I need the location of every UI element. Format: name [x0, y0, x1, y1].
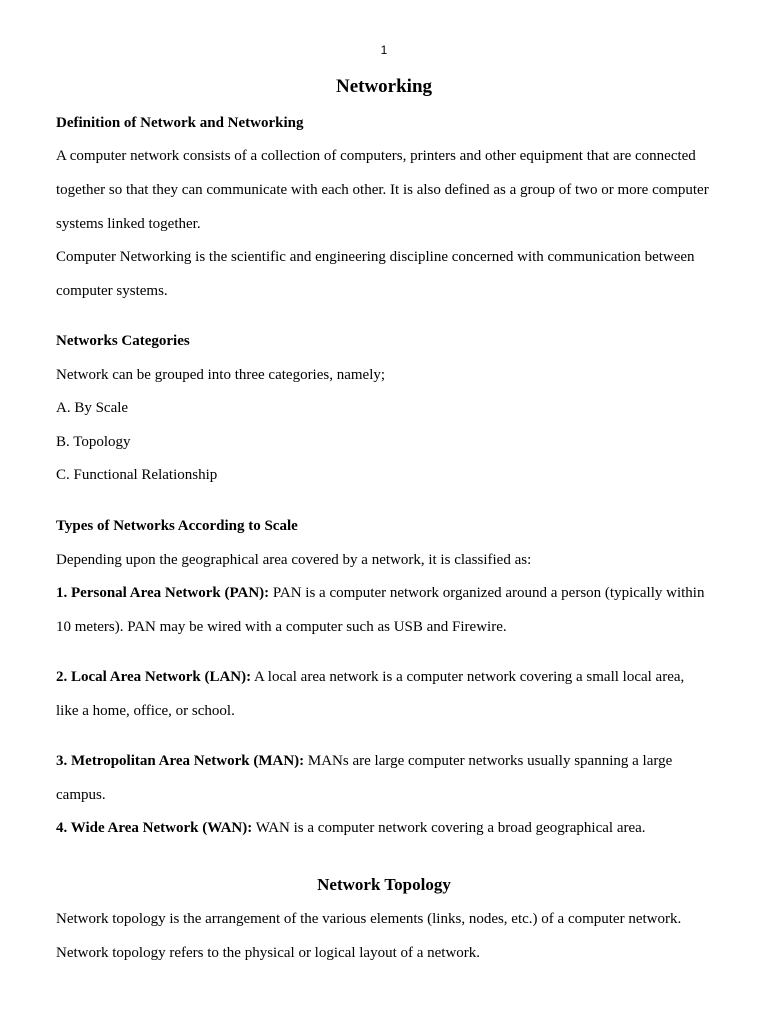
term: 3. Metropolitan Area Network (MAN):	[56, 753, 305, 769]
scale-heading: Types of Networks According to Scale	[56, 518, 298, 534]
paragraph-line: Network topology is the arrangement of the various elements (links, nodes, etc.) of a computer network.	[56, 911, 682, 927]
categories-heading: Networks Categories	[56, 333, 190, 349]
paragraph-line: together so that they can communicate with each other. It is also defined as a group of two or more computer	[56, 182, 709, 198]
definition: A local area network is a computer network covering a small local area,	[251, 669, 685, 685]
list-item: C. Functional Relationship	[56, 467, 218, 483]
term: 2. Local Area Network (LAN):	[56, 669, 252, 685]
paragraph-line: 10 meters). PAN may be wired with a computer such as USB and Firewire.	[56, 619, 507, 635]
network-type-wan	[56, 820, 646, 837]
paragraph-line: campus.	[56, 787, 106, 803]
categories-intro: Network can be grouped into three categories, namely;	[56, 367, 386, 383]
list-item: A. By Scale	[56, 400, 129, 416]
page-number: 1	[380, 43, 388, 57]
definition: PAN is a computer network organized around a person (typically within	[269, 585, 705, 601]
paragraph-line: Computer Networking is the scientific and engineering discipline concerned with communication between	[56, 249, 695, 265]
term: 4. Wide Area Network (WAN):	[56, 820, 253, 836]
paragraph-line: Network topology refers to the physical or logical layout of a network.	[56, 945, 481, 961]
network-type-lan	[56, 669, 684, 686]
term: 1. Personal Area Network (PAN):	[56, 585, 270, 601]
definition: WAN is a computer network covering a broad geographical area.	[252, 820, 646, 836]
network-type-pan	[56, 585, 704, 602]
definition: MANs are large computer networks usually spanning a large	[304, 753, 673, 769]
paragraph-line: systems linked together.	[56, 216, 201, 232]
paragraph-line: A computer network consists of a collection of computers, printers and other equipment that are connected	[56, 148, 696, 164]
definition-heading: Definition of Network and Networking	[56, 115, 304, 131]
topology-heading: Network Topology	[317, 875, 451, 894]
document-title: Networking	[335, 76, 433, 97]
network-type-man	[56, 753, 672, 770]
scale-intro: Depending upon the geographical area covered by a network, it is classified as:	[56, 552, 532, 568]
paragraph-line: like a home, office, or school.	[56, 703, 235, 719]
paragraph-line: computer systems.	[56, 283, 168, 299]
list-item: B. Topology	[56, 434, 131, 450]
